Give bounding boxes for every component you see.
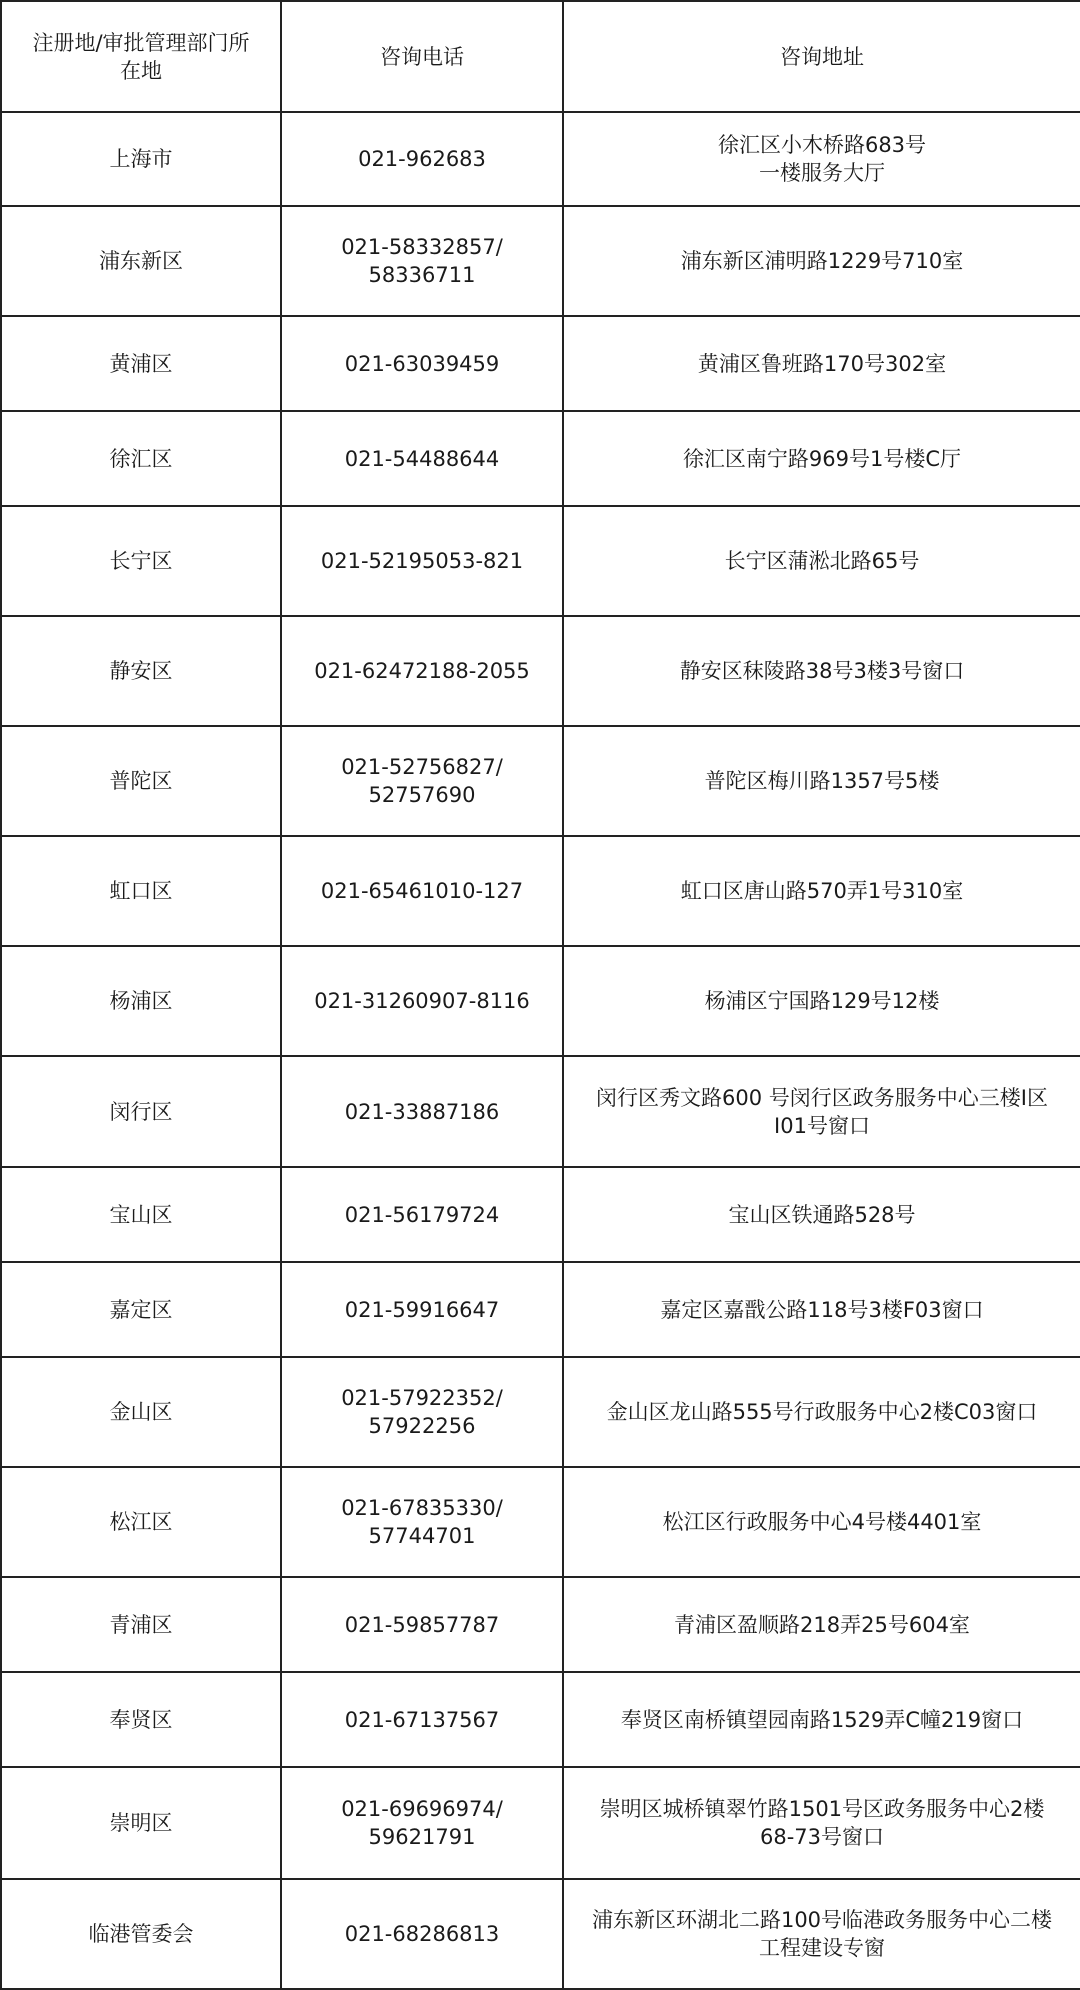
- table-row: [1, 836, 1080, 946]
- table-row: [1, 1767, 1080, 1879]
- cell-address: 浦东新区浦明路1229号710室: [563, 206, 1080, 316]
- cell-region: 奉贤区: [1, 1672, 281, 1767]
- cell-phone: 021-58332857/ 58336711: [281, 206, 563, 316]
- cell-address: 闵行区秀文路600 号闵行区政务服务中心三楼I区 I01号窗口: [563, 1056, 1080, 1167]
- cell-address: 长宁区蒲淞北路65号: [563, 506, 1080, 616]
- cell-address: 浦东新区环湖北二路100号临港政务服务中心二楼 工程建设专窗: [563, 1879, 1080, 1989]
- cell-address: 奉贤区南桥镇望园南路1529弄C幢219窗口: [563, 1672, 1080, 1767]
- cell-region: 闵行区: [1, 1056, 281, 1167]
- cell-phone: 021-67835330/ 57744701: [281, 1467, 563, 1577]
- cell-phone: 021-62472188-2055: [281, 616, 563, 726]
- cell-phone: 021-962683: [281, 112, 563, 206]
- cell-address: 金山区龙山路555号行政服务中心2楼C03窗口: [563, 1357, 1080, 1467]
- cell-phone: 021-31260907-8116: [281, 946, 563, 1056]
- table-row: [1, 411, 1080, 506]
- cell-phone: 021-65461010-127: [281, 836, 563, 946]
- cell-region: 长宁区: [1, 506, 281, 616]
- cell-address: 嘉定区嘉戬公路118号3楼F03窗口: [563, 1262, 1080, 1357]
- cell-region: 金山区: [1, 1357, 281, 1467]
- table-row: [1, 946, 1080, 1056]
- cell-region: 临港管委会: [1, 1879, 281, 1989]
- cell-phone: 021-33887186: [281, 1056, 563, 1167]
- cell-address: 青浦区盈顺路218弄25号604室: [563, 1577, 1080, 1672]
- cell-region: 松江区: [1, 1467, 281, 1577]
- cell-address: 松江区行政服务中心4号楼4401室: [563, 1467, 1080, 1577]
- table-row: [1, 1357, 1080, 1467]
- cell-region: 上海市: [1, 112, 281, 206]
- cell-phone: 021-52756827/ 52757690: [281, 726, 563, 836]
- table-row: [1, 1056, 1080, 1167]
- cell-region: 宝山区: [1, 1167, 281, 1262]
- header-phone: 咨询电话: [281, 1, 563, 112]
- cell-address: 徐汇区小木桥路683号 一楼服务大厅: [563, 112, 1080, 206]
- cell-address: 虹口区唐山路570弄1号310室: [563, 836, 1080, 946]
- cell-phone: 021-57922352/ 57922256: [281, 1357, 563, 1467]
- cell-region: 青浦区: [1, 1577, 281, 1672]
- cell-phone: 021-69696974/ 59621791: [281, 1767, 563, 1879]
- cell-phone: 021-52195053-821: [281, 506, 563, 616]
- table-row: [1, 726, 1080, 836]
- cell-phone: 021-67137567: [281, 1672, 563, 1767]
- table-row: [1, 506, 1080, 616]
- header-region: 注册地/审批管理部门所 在地: [1, 1, 281, 112]
- cell-phone: 021-59857787: [281, 1577, 563, 1672]
- cell-phone: 021-63039459: [281, 316, 563, 411]
- cell-address: 黄浦区鲁班路170号302室: [563, 316, 1080, 411]
- cell-phone: 021-59916647: [281, 1262, 563, 1357]
- cell-region: 虹口区: [1, 836, 281, 946]
- cell-address: 杨浦区宁国路129号12楼: [563, 946, 1080, 1056]
- cell-phone: 021-56179724: [281, 1167, 563, 1262]
- cell-region: 徐汇区: [1, 411, 281, 506]
- cell-address: 宝山区铁通路528号: [563, 1167, 1080, 1262]
- cell-address: 静安区秣陵路38号3楼3号窗口: [563, 616, 1080, 726]
- table-row: [1, 316, 1080, 411]
- cell-region: 杨浦区: [1, 946, 281, 1056]
- cell-region: 嘉定区: [1, 1262, 281, 1357]
- table-row: [1, 1879, 1080, 1989]
- cell-region: 崇明区: [1, 1767, 281, 1879]
- cell-address: 崇明区城桥镇翠竹路1501号区政务服务中心2楼 68-73号窗口: [563, 1767, 1080, 1879]
- cell-region: 黄浦区: [1, 316, 281, 411]
- table-row: [1, 1467, 1080, 1577]
- table-row: [1, 1167, 1080, 1262]
- cell-address: 普陀区梅川路1357号5楼: [563, 726, 1080, 836]
- cell-phone: 021-68286813: [281, 1879, 563, 1989]
- cell-region: 浦东新区: [1, 206, 281, 316]
- table-row: [1, 112, 1080, 206]
- cell-address: 徐汇区南宁路969号1号楼C厅: [563, 411, 1080, 506]
- header-address: 咨询地址: [563, 1, 1080, 112]
- table-row: [1, 1262, 1080, 1357]
- table-row: [1, 616, 1080, 726]
- table-header-row: [1, 1, 1080, 112]
- table-row: [1, 1672, 1080, 1767]
- cell-region: 普陀区: [1, 726, 281, 836]
- cell-phone: 021-54488644: [281, 411, 563, 506]
- table-row: [1, 1577, 1080, 1672]
- cell-region: 静安区: [1, 616, 281, 726]
- table-row: [1, 206, 1080, 316]
